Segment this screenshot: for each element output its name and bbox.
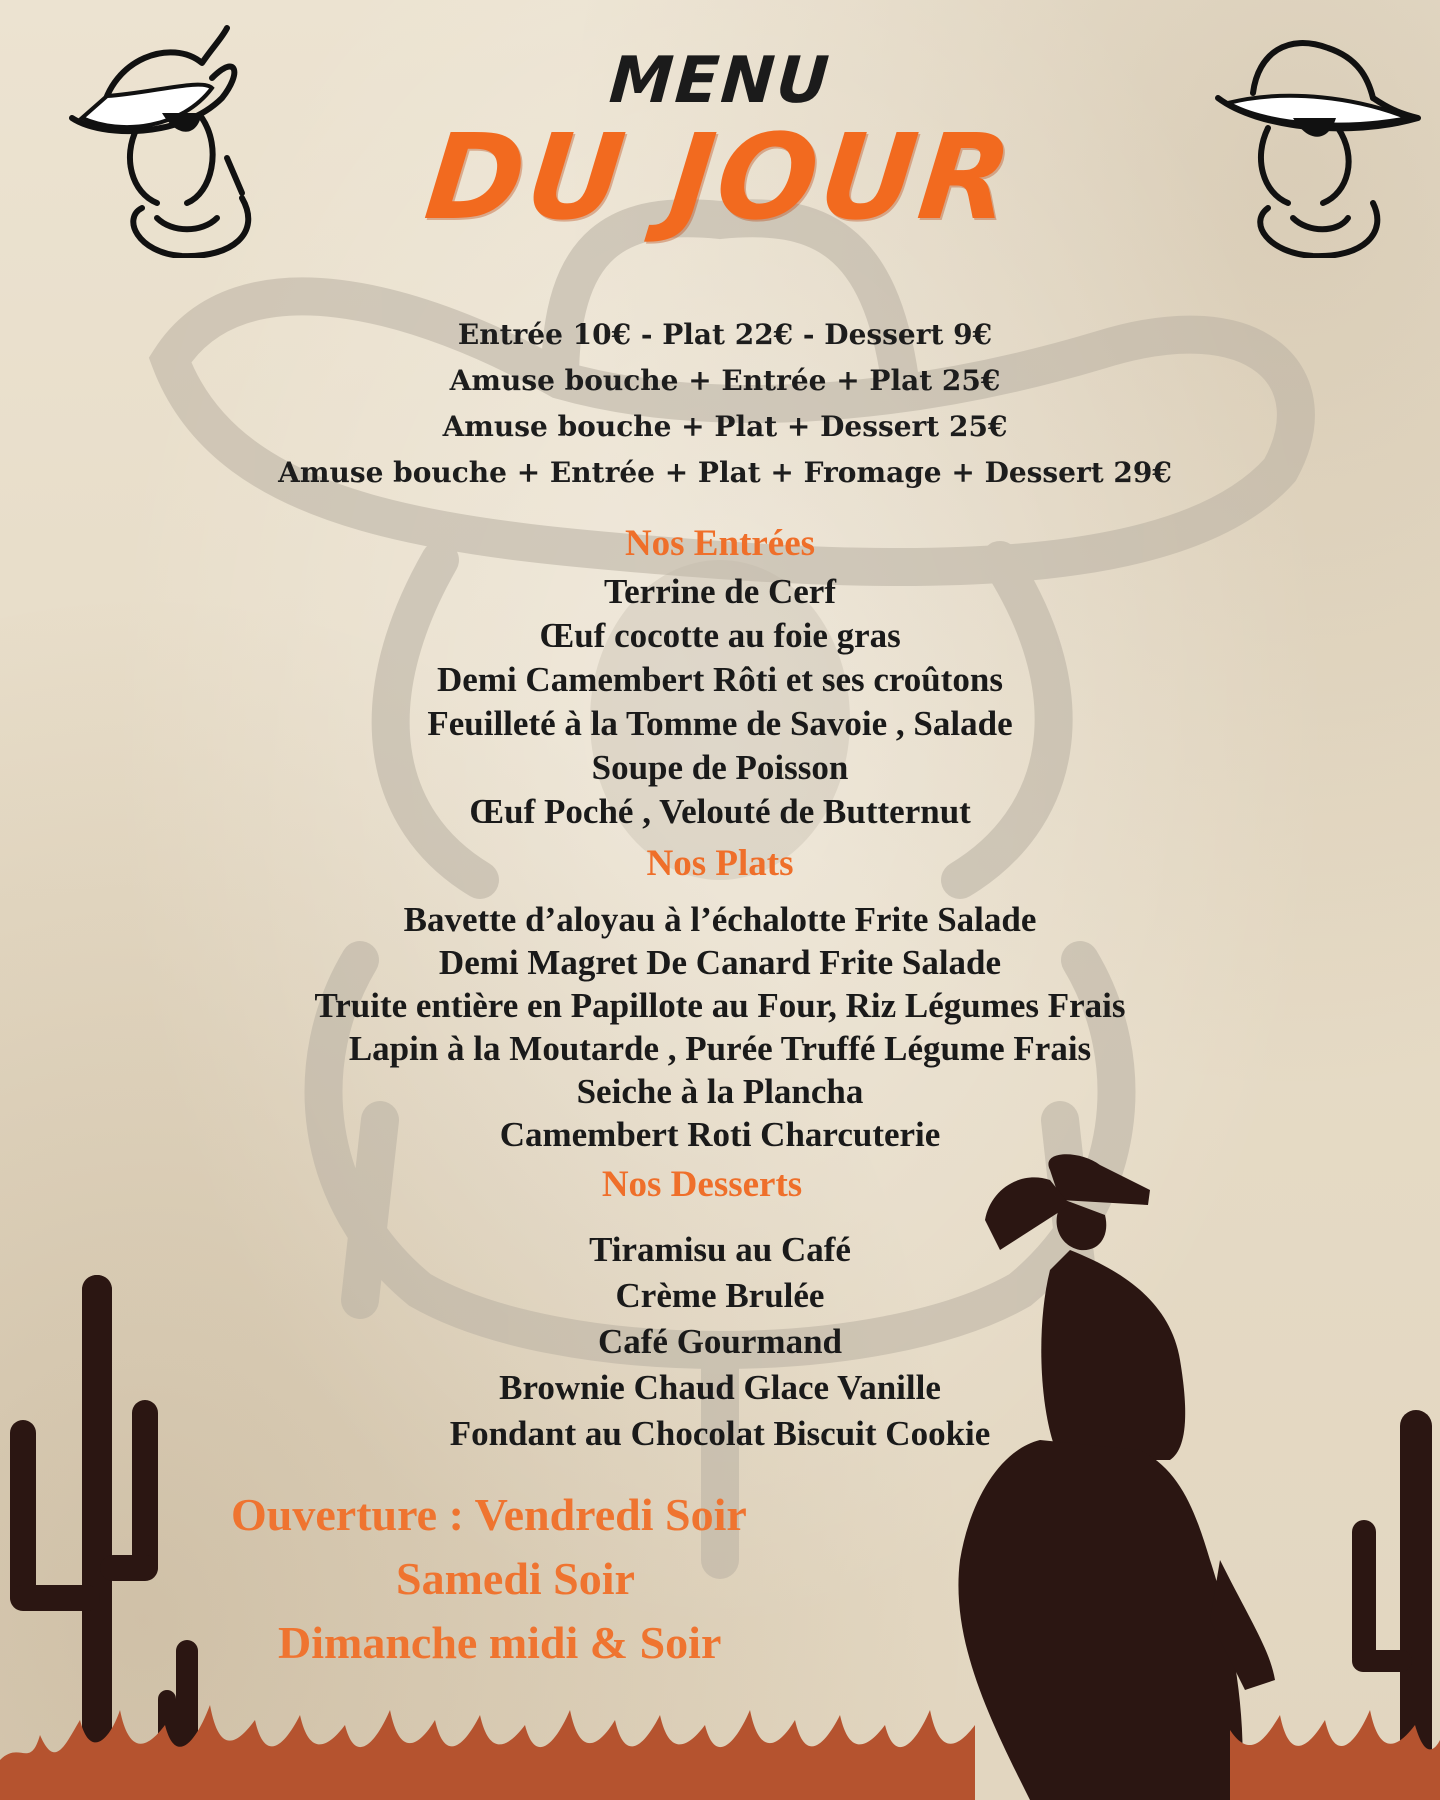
menu-item: Brownie Chaud Glace Vanille xyxy=(499,1368,941,1407)
menu-item: Demi Magret De Canard Frite Salade xyxy=(438,943,1002,982)
opening-hours-line: Ouverture : Vendredi Soir xyxy=(231,1489,747,1540)
price-line: Amuse bouche + Plat + Dessert 25€ xyxy=(442,410,1008,443)
title-menu: MENU xyxy=(606,44,834,118)
opening-hours-line: Dimanche midi & Soir xyxy=(278,1617,722,1668)
menu-item: Lapin à la Moutarde , Purée Truffé Légume Frais xyxy=(348,1029,1092,1068)
menu-item: Truite entière en Papillote au Four, Riz Légumes Frais xyxy=(314,986,1126,1025)
menu-item: Feuilleté à la Tomme de Savoie , Salade xyxy=(427,704,1013,743)
section-title-desserts: Nos Desserts xyxy=(601,1164,803,1205)
menu-item: Seiche à la Plancha xyxy=(576,1072,864,1111)
menu-item: Fondant au Chocolat Biscuit Cookie xyxy=(449,1414,991,1453)
menu-item: Camembert Roti Charcuterie xyxy=(499,1115,941,1154)
price-line: Amuse bouche + Entrée + Plat 25€ xyxy=(449,364,1001,397)
menu-item: Œuf Poché , Velouté de Butternut xyxy=(469,792,971,831)
title-du-jour: DU JOUR xyxy=(419,108,1021,246)
price-line: Amuse bouche + Entrée + Plat + Fromage + Dessert 29€ xyxy=(278,456,1172,489)
menu-item: Tiramisu au Café xyxy=(589,1230,851,1269)
section-title-plats: Nos Plats xyxy=(646,843,794,884)
menu-item: Terrine de Cerf xyxy=(604,572,836,611)
section-title-entrees: Nos Entrées xyxy=(624,523,816,564)
menu-item: Crème Brulée xyxy=(615,1276,825,1315)
menu-item: Œuf cocotte au foie gras xyxy=(539,616,901,655)
menu-item: Bavette d’aloyau à l’échalotte Frite Salade xyxy=(403,900,1037,939)
menu-item: Soupe de Poisson xyxy=(591,748,849,787)
menu-item: Café Gourmand xyxy=(597,1322,843,1361)
opening-hours-line: Samedi Soir xyxy=(396,1553,635,1604)
menu-item: Demi Camembert Rôti et ses croûtons xyxy=(436,660,1003,699)
price-line: Entrée 10€ - Plat 22€ - Dessert 9€ xyxy=(457,318,993,351)
